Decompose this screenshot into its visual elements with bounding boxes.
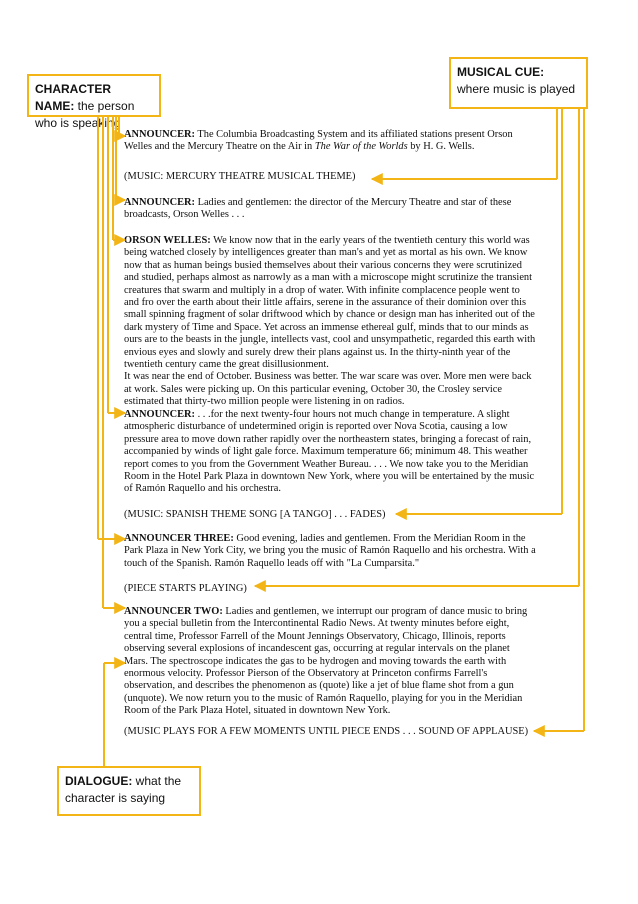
speaker-name: ANNOUNCER THREE:	[124, 533, 234, 544]
music-cue-2: (MUSIC: SPANISH THEME SONG [A TANGO] . . . FADES)	[124, 509, 386, 520]
callout-character-text: the person who is speaking	[35, 99, 135, 130]
music-cue-4: (MUSIC PLAYS FOR A FEW MOMENTS UNTIL PIECE ENDS . . . SOUND OF APPLAUSE)	[124, 726, 529, 737]
dialogue-text: Ladies and gentlemen, we interrupt our program of dance music to bring you a special bulletin from the Intercontinental Radio News. At twenty minutes before eight, central time, Professor Farrell of the Mount Jennings Observatory, Chicago, Illinois, reports observing several explosions of incandescent gas, occurring at regular intervals on the planet Mars. The spectroscope indicates the gas to be hydrogen and moving towards the earth with enormous velocity. Professor Pierson of the Observatory at Princeton confirms Farrell's observation, and describes the phenomenon as (quote) like a jet of blue flame shot from a gun (unquote). We now return you to the music of Ramón Raquello, playing for you in the Meridian Room of the Park Plaza Hotel, situated in downtown New York.	[124, 606, 528, 717]
dialogue-text: . . .for the next twenty-four hours not much change in temperature. A slight atmospheric disturbance of undetermined origin is reported over Nova Scotia, causing a low pressure area to move down rather rapidly over the northeastern states, bringing a forecast of rain, accompanied by winds of light gale force. Maximum temperature 66; minimum 48. This weather report comes to you from the Government Weather Bureau. . . . We now take you to the Meridian Room in the Hotel Park Plaza in downtown New York, where you will be entertained by the music of Ramón Raquello and his orchestra.	[124, 409, 535, 495]
speaker-name: ANNOUNCER TWO:	[124, 606, 223, 617]
speaker-name: ANNOUNCER:	[124, 129, 195, 140]
dialogue-text: by H. G. Wells.	[407, 141, 475, 153]
callout-music-text: where music is played	[457, 82, 576, 96]
dialogue-text: Good evening, ladies and gentlemen. From the Meridian Room in the Park Plaza in New York City, we bring you the music of Ramón Raquello and his orchestra. With a touch of the Spanish. Ramón Raquello leads off with "La Cumparsita."	[124, 533, 536, 569]
dialogue-text: The Columbia Broadcasting System and its affiliated stations present Orson Welles and the Mercury Theatre on the Air in	[124, 129, 513, 153]
dialogue-text: We know now that in the early years of the twentieth century this world was being watched closely by intelligences greater than man's and yet as mortal as his own. We know now that as human beings busied themselves about their various concerns they were scrutinized and studied, perhaps almost as narrowly as a man with a microscope might scrutinize the transient creatures that swarm and multiply in a drop of water. With infinite complacence people went to and fro over the earth about their little affairs, serene in the assurance of their dominion over this small spinning fragment of solar driftwood which by chance or design man has inherited out of the dark mystery of Time and Space. Yet across an immense ethereal gulf, minds that to our minds as ours are to the beasts in the jungle, intellects vast, cool and unsympathetic, regarded this earth with envious eyes and slowly and surely drew their plans against us. In the thirty-ninth year of the twentieth century came the great disillusionment.	[124, 235, 536, 371]
dialogue-text: Ladies and gentlemen: the director of the Mercury Theatre and star of these broadcasts, Orson Welles . . .	[124, 197, 512, 221]
callout-dialogue-text: what the character is saying	[65, 774, 182, 805]
speaker-name: ANNOUNCER:	[124, 197, 195, 208]
speaker-name: ORSON WELLES:	[124, 235, 211, 246]
dialogue-title: The War of the Worlds	[314, 141, 408, 153]
speaker-name: ANNOUNCER:	[124, 409, 195, 420]
welles-paragraph-2: It was near the end of October. Business was better. The war scare was over. More men were back at work. Sales were picking up. On this particular evening, October 30, the Crosley service estimated that thirty-two million people were listening in on radios.	[124, 371, 532, 408]
music-cue-1: (MUSIC: MERCURY THEATRE MUSICAL THEME)	[124, 171, 356, 182]
music-cue-3: (PIECE STARTS PLAYING)	[124, 583, 247, 594]
callout-music-label: MUSICAL CUE:	[457, 65, 545, 79]
callout-character-label: CHARACTER NAME:	[35, 82, 111, 113]
callout-dialogue-label: DIALOGUE:	[65, 774, 133, 788]
